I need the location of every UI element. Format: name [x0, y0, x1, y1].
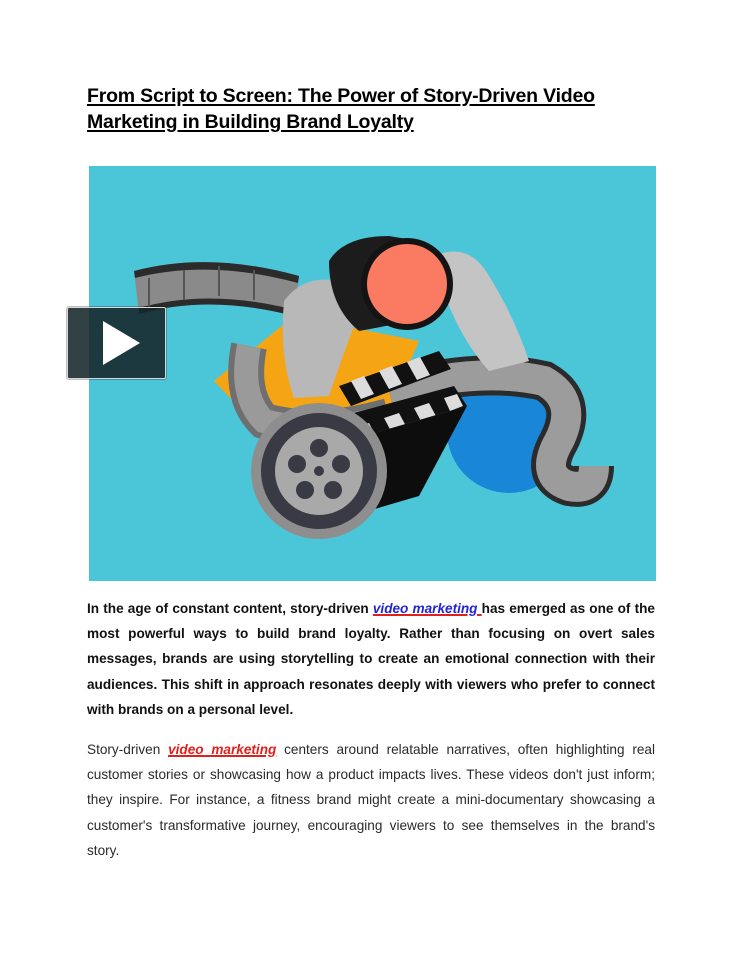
video-collage-illustration	[89, 166, 656, 581]
paragraph-text: Story-driven	[87, 742, 169, 757]
paragraph-text: In the age of constant content, story-driven	[87, 601, 373, 616]
play-icon	[103, 321, 140, 365]
play-button[interactable]	[67, 307, 166, 379]
page-title: From Script to Screen: The Power of Story-Driven Video Marketing in Building Brand Loyalty	[87, 85, 595, 133]
paragraph-text: has emerged as one of the most powerful ways to build brand loyalty. Rather than focusing on overt sales messages, brands are using storytelling to create an emotional connection with their audiences. This shift in approach resonates deeply with viewers who prefer to connect with brands on a personal level.	[87, 601, 655, 717]
film-reel-icon	[251, 403, 387, 539]
camera-icon	[329, 236, 453, 331]
paragraph-text: centers around relatable narratives, often highlighting real customer stories or showcasing how a product impacts lives. These videos don't just inform; they inspire. For instance, a fitness brand might create a mini-documentary showcasing a customer's transformative journey, encouraging viewers to see themselves in the brand's story.	[87, 742, 655, 858]
paragraph-body	[87, 737, 655, 863]
video-marketing-link[interactable]: video marketing	[372, 601, 482, 616]
video-marketing-link-2[interactable]: video marketing	[168, 742, 277, 757]
paragraph-intro	[87, 596, 655, 722]
hero-image	[89, 166, 656, 581]
